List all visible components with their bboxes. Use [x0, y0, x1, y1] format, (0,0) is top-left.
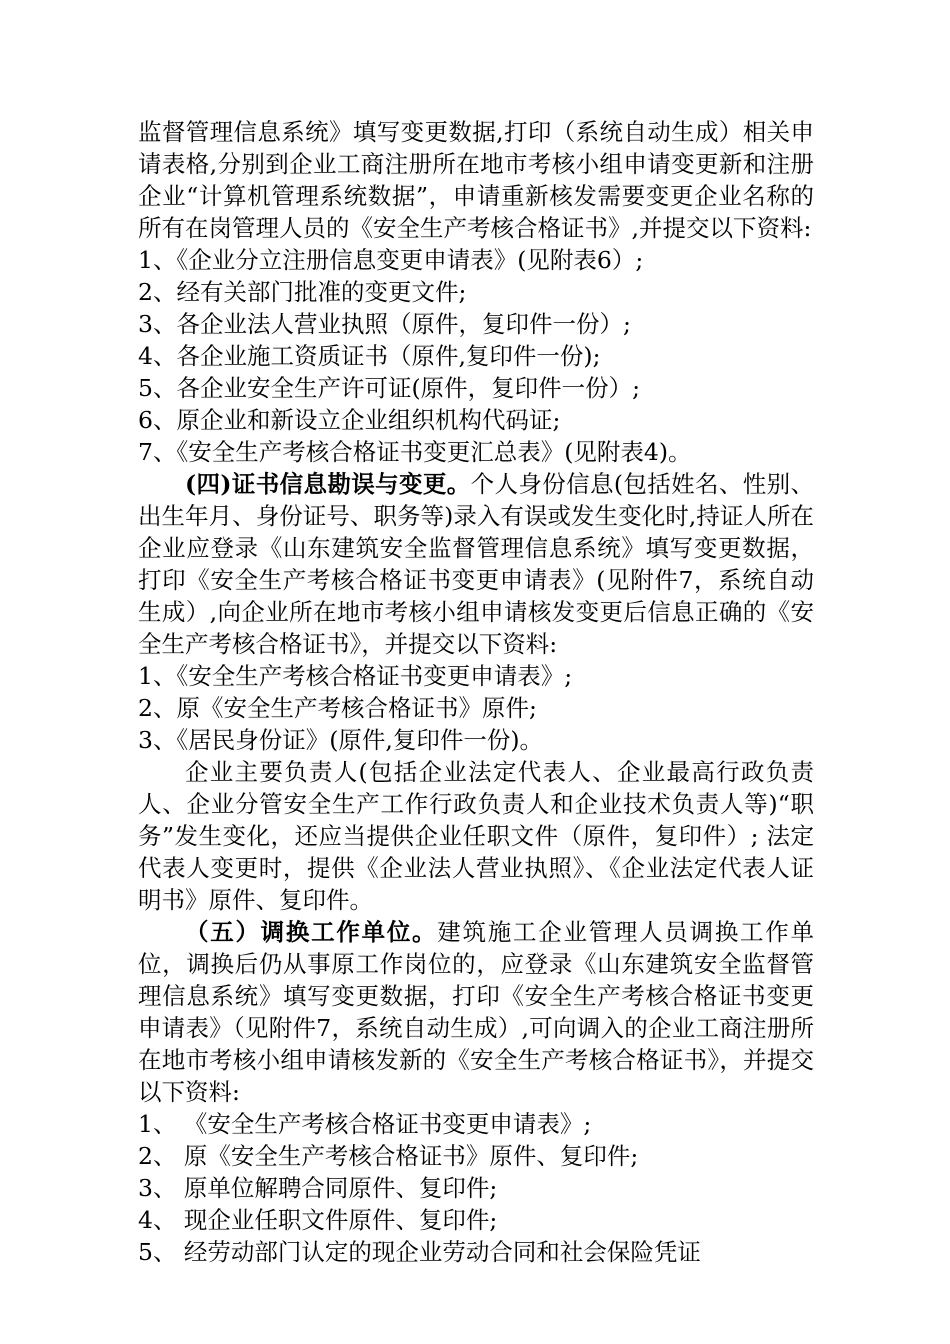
document-body: [138, 116, 814, 1268]
list-item: 5、 经劳动部门认定的现企业劳动合同和社会保险凭证: [138, 1238, 701, 1266]
section-4-heading: (四)证书信息勘误与变更。: [185, 470, 471, 498]
list-item: 1、《企业分立注册信息变更申请表》(见附表6）;: [138, 246, 644, 274]
list-item: 3、各企业法人营业执照（原件，复印件一份）;: [138, 310, 631, 338]
list-item: 7、《安全生产考核合格证书变更汇总表》(见附表4)。: [138, 438, 692, 466]
section-4-paragraph: [138, 468, 814, 660]
section-5-heading: （五）调换工作单位。: [185, 918, 438, 946]
list-item: 4、 现企业任职文件原件、复印件;: [138, 1206, 498, 1234]
section-5-paragraph: [138, 916, 814, 1108]
paragraph-continuation: 监督管理信息系统》填写变更数据,打印（系统自动生成）相关申请表格,分别到企业工商注册所在地市考核小组申请变更新和注册企业“计算机管理系统数据”，申请重新核发需要变更企业名称的所有在岗管理人员的《安全生产考核合格证书》,并提交以下资料:: [138, 118, 814, 242]
list-item: 4、各企业施工资质证书（原件,复印件一份);: [138, 342, 601, 370]
section-4-body: 个人身份信息(包括姓名、性别、出生年月、身份证号、职务等)录入有误或发生变化时,持证人所在企业应登录《山东建筑安全监督管理信息系统》填写变更数据，打印《安全生产考核合格证书变更申请表》(见附件7，系统自动生成）,向企业所在地市考核小组申请核发变更后信息正确的《安全生产考核合格证书》，并提交以下资料:: [138, 470, 814, 658]
list-item: 6、原企业和新设立企业组织机构代码证;: [138, 406, 561, 434]
list-item: 1、《安全生产考核合格证书变更申请表》;: [138, 662, 573, 690]
list-item: 3、 原单位解聘合同原件、复印件;: [138, 1174, 498, 1202]
list-item: 2、经有关部门批准的变更文件;: [138, 278, 467, 306]
list-item: 5、各企业安全生产许可证(原件，复印件一份）;: [138, 374, 641, 402]
principal-change-paragraph: 企业主要负责人(包括企业法定代表人、企业最高行政负责人、企业分管安全生产工作行政负责人和企业技术负责人等)“职务”发生变化，还应当提供企业任职文件（原件，复印件）; 法定代表人变更时，提供《企业法人营业执照》、《企业法定代表人证明书》原件、复印件。: [138, 758, 814, 914]
list-item: 2、 原《安全生产考核合格证书》原件、复印件;: [138, 1142, 639, 1170]
list-item: 1、 《安全生产考核合格证书变更申请表》;: [138, 1110, 592, 1138]
list-item: 3、《居民身份证》(原件,复印件一份)。: [138, 726, 544, 754]
section-5-body: 建筑施工企业管理人员调换工作单位，调换后仍从事原工作岗位的，应登录《山东建筑安全监督管理信息系统》填写变更数据，打印《安全生产考核合格证书变更申请表》（见附件7，系统自动生成）,可向调入的企业工商注册所在地市考核小组申请核发新的《安全生产考核合格证书》，并提交以下资料:: [138, 918, 815, 1106]
list-item: 2、原《安全生产考核合格证书》原件;: [138, 694, 537, 722]
